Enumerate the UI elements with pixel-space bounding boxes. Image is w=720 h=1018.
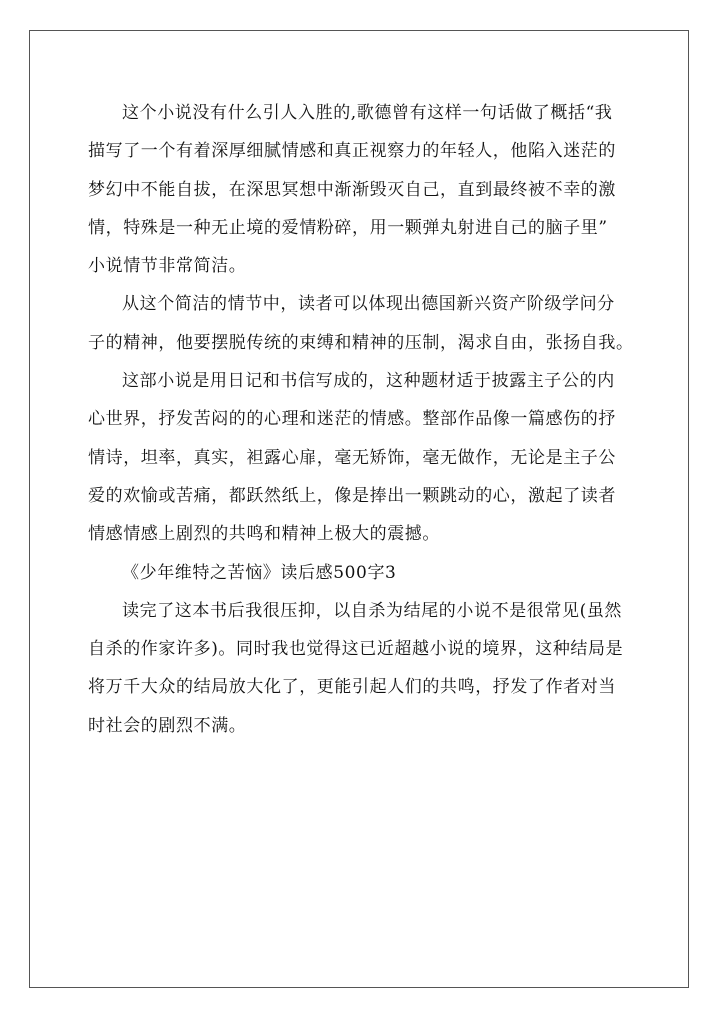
paragraph-1-line-3: 梦幻中不能自拔，在深思冥想中渐渐毁灭自己，直到最终被不幸的激 bbox=[88, 179, 616, 200]
paragraph-4-line-4: 时社会的剧烈不满。 bbox=[88, 715, 247, 736]
paragraph-3-line-1: 这部小说是用日记和书信写成的，这种题材适于披露主子公的内 bbox=[122, 371, 615, 392]
paragraph-3-line-2: 心世界，抒发苦闷的的心理和迷茫的情感。整部作品像一篇感伤的抒 bbox=[88, 409, 616, 430]
document-body bbox=[88, 94, 636, 745]
paragraph-4-line-1: 读完了这本书后我很压抑，以自杀为结尾的小说不是很常见(虽然 bbox=[122, 600, 623, 621]
paragraph-1-line-1: 这个小说没有什么引人入胜的,歌德曾有这样一句话做了概括“我 bbox=[122, 103, 613, 123]
paragraph-3-line-5: 情感情感上剧烈的共鸣和精神上极大的震撼。 bbox=[88, 524, 440, 545]
paragraph-1-line-5: 小说情节非常简洁。 bbox=[88, 256, 247, 277]
paragraph-2-line-1: 从这个简洁的情节中，读者可以体现出德国新兴资产阶级学问分 bbox=[122, 294, 615, 315]
paragraph-1-line-2: 描写了一个有着深厚细腻情感和真正视察力的年轻人，他陷入迷茫的 bbox=[88, 141, 616, 162]
paragraph-2-line-2: 子的精神，他要摆脱传统的束缚和精神的压制，渴求自由，张扬自我。 bbox=[88, 332, 634, 353]
section-heading: 《少年维特之苦恼》读后感500字3 bbox=[122, 562, 397, 583]
paragraph-4-line-2: 自杀的作家许多)。同时我也觉得这已近超越小说的境界，这种结局是 bbox=[88, 639, 624, 660]
paragraph-3-line-4: 爱的欢愉或苦痛，都跃然纸上，像是捧出一颗跳动的心，激起了读者 bbox=[88, 485, 616, 506]
paragraph-3-line-3: 情诗，坦率，真实，袒露心扉，毫无矫饰，毫无做作，无论是主子公 bbox=[88, 447, 616, 468]
paragraph-1-line-4: 情，特殊是一种无止境的爱情粉碎，用一颗弹丸射进自己的脑子里” bbox=[88, 217, 608, 238]
paragraph-4-line-3: 将万千大众的结局放大化了，更能引起人们的共鸣，抒发了作者对当 bbox=[88, 677, 616, 698]
